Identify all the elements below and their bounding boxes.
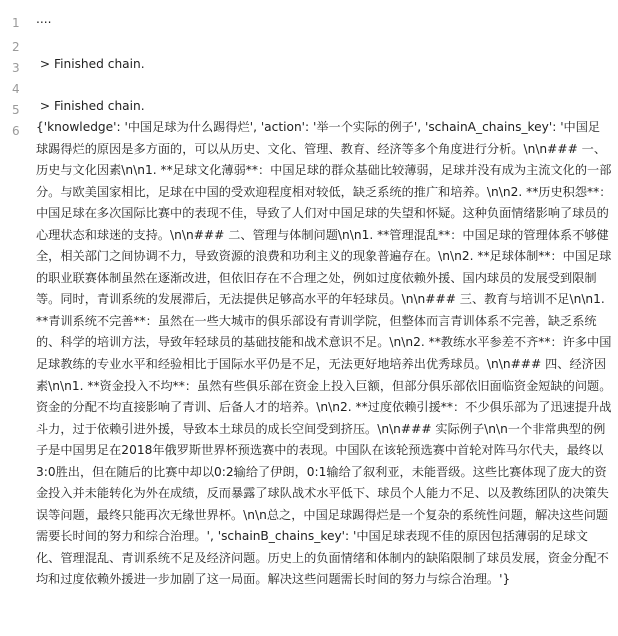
code-line: .... <box>36 12 52 26</box>
code-line: > Finished chain. <box>36 99 145 113</box>
line-number: 1 <box>12 16 20 30</box>
line-number: 4 <box>12 82 20 96</box>
line-number: 5 <box>12 103 20 117</box>
line-number: 2 <box>12 40 20 54</box>
line-number: 6 <box>12 124 20 138</box>
code-line: > Finished chain. <box>36 57 145 71</box>
line-number: 3 <box>12 61 20 75</box>
code-line: {'knowledge': '中国足球为什么踢得烂', 'action': '举一个实际的例子', 'schainA_chains_key': '中国足球踢得烂的原因是多方面的，可以从历史、文化、管理、教育、经济等多个角度进行分析。\n\n### 一、历史与文化因素\n\n1. **足球文化薄弱**：中国足球的群众基础比较薄弱，足球并没有成为主流文化的一部分。与欧美国家相比，足球在中国的受欢迎程度相对较低，缺乏系统的推广和培养。\n\n2. **历史积怨**：中国足球在多次国际比赛中的表现不佳，导致了人们对中国足球的失望和怀疑。这种负面情绪影响了球员的心理状态和球迷的支持。\n\n### 二、管理与体制问题\n\n1. **管理混乱**：中国足球的管理体系不够健全，相关部门之间协调不力，导致资源的浪费和功利主义的现象普遍存在。\n\n2. **足球体制**：中国足球的职业联赛体制虽然在逐渐改进，但依旧存在不合理之处，例如过度依赖外援、国内球员的发展受到限制等。同时，青训系统的发展滞后，无法提供足够高水平的年轻球员。\n\n### 三、教育与培训不足\n\n1. **青训系统不完善**：虽然在一些大城市的俱乐部设有青训学院，但整体而言青训体系不完善，缺乏系统的、科学的培训方法，导致年轻球员的基础技能和战术意识不足。\n\n2. **教练水平参差不齐**：许多中国足球教练的专业水平和经验相比于国际水平仍是不足，无法更好地培养出优秀球员。\n\n### 四、经济因素\n\n1. **资金投入不均**：虽然有些俱乐部在资金上投入巨额，但部分俱乐部依旧面临资金短缺的问题。资金的分配不均直接影响了青训、后备人才的培养。\n\n2. **过度依赖引援**：不少俱乐部为了迅速提升战斗力，过于依赖引进外援，导致本土球员的成长空间受到挤压。\n\n### 实际例子\n\n一个非常典型的例子是中国男足在2018年俄罗斯世界杯预选赛中的表现。中国队在该轮预选赛中首轮对阵马尔代夫，最终以3:0胜出，但在随后的比赛中却以0:2输给了伊朗，0:1输给了叙利亚，未能晋级。这些比赛体现了庞大的资金投入并未能转化为外在成绩，反而暴露了球队战术水平低下、球员个人能力不足、以及教练团队的决策失误等问题，最终只能再次无缘世界杯。\n\n总之，中国足球踢得烂是一个复杂的系统性问题，解决这些问题需要长时间的努力和综合治理。', 'schainB_chains_key': '中国足球表现不佳的原因包括薄弱的足球文化、管理混乱、青训系统不足及经济问题。历史上的负面情绪和体制内的缺陷限制了球员发展，资金分配不均和过度依赖外援进一步加剧了这一局面。解决这些问题需长时间的努力与综合治理。'} <box>36 120 612 587</box>
